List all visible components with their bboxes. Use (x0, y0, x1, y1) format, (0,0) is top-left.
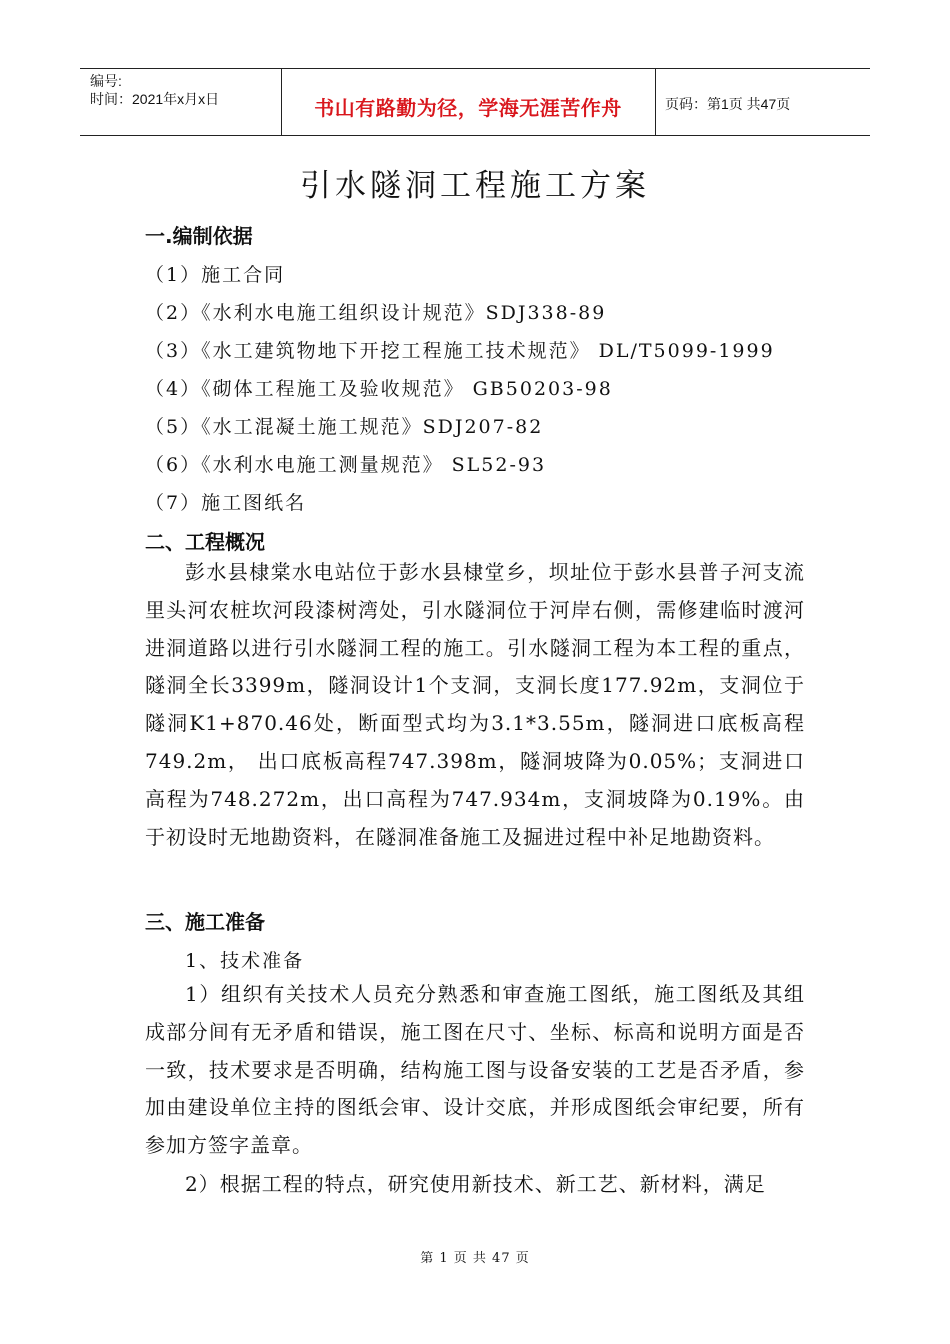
document-number-label: 编号: (90, 73, 122, 89)
section-heading: 二、工程概况 (145, 530, 265, 554)
list-item: （5）《水工混凝土施工规范》SDJ207-82 (145, 416, 544, 438)
header-divider (655, 68, 656, 135)
document-time: 时间：2021年x月x日 (90, 91, 220, 107)
page-footer: 第 1 页 共 47 页 (420, 1251, 530, 1266)
body-paragraph: 2）根据工程的特点，研究使用新技术、新工艺、新材料，满足 (185, 1172, 766, 1196)
list-item: （1）施工合同 (145, 264, 286, 286)
list-item: （6）《水利水电施工测量规范》 SL52-93 (145, 454, 547, 476)
list-item: （7）施工图纸名 (145, 492, 307, 514)
list-item: （4）《砌体工程施工及验收规范》 GB50203-98 (145, 378, 613, 400)
body-paragraph: 1）组织有关技术人员充分熟悉和审查施工图纸，施工图纸及其组成部分间有无矛盾和错误，施工图在尺寸、坐标、标高和说明方面是否一致，技术要求是否明确，结构施工图与设备安装的工艺是否矛盾，参加由建设单位主持的图纸会审、设计交底，并形成图纸会审纪要，所有参加方签字盖章。 (145, 982, 805, 1158)
section-heading: 三、施工准备 (145, 910, 265, 934)
section-heading: 一.编制依据 (145, 224, 253, 248)
list-item: （2）《水利水电施工组织设计规范》SDJ338-89 (145, 302, 607, 324)
body-paragraph: 彭水县棣棠水电站位于彭水县棣堂乡，坝址位于彭水县普子河支流里头河农桩坎河段漆树湾处，引水隧洞位于河岸右侧，需修建临时渡河进洞道路以进行引水隧洞工程的施工。引水隧洞工程为本工程的重点，隧洞全长3399m，隧洞设计1个支洞，支洞长度177.92m，支洞位于隧洞K1+870.46处，断面型式均为3.1*3.55m，隧洞进口底板高程749.2m， 出口底板高程747.398m，隧洞坡降为0.05%；支洞进口高程为748.272m，出口高程为747.934m，支洞坡降为0.19%。由于初设时无地勘资料，在隧洞准备施工及掘进过程中补足地勘资料。 (145, 560, 805, 849)
header-divider (281, 68, 282, 135)
header-meta (90, 72, 275, 108)
header-motto: 书山有路勤为径，学海无涯苦作舟 (314, 96, 622, 120)
header-page-info: 页码：第1页 共47页 (665, 96, 791, 112)
subsection-heading: 1、技术准备 (185, 950, 305, 972)
list-item: （3）《水工建筑物地下开挖工程施工技术规范》 DL/T5099-1999 (145, 340, 775, 362)
header-bottom-rule (80, 135, 870, 136)
document-title: 引水隧洞工程施工方案 (300, 168, 650, 204)
header-top-rule (80, 68, 870, 69)
